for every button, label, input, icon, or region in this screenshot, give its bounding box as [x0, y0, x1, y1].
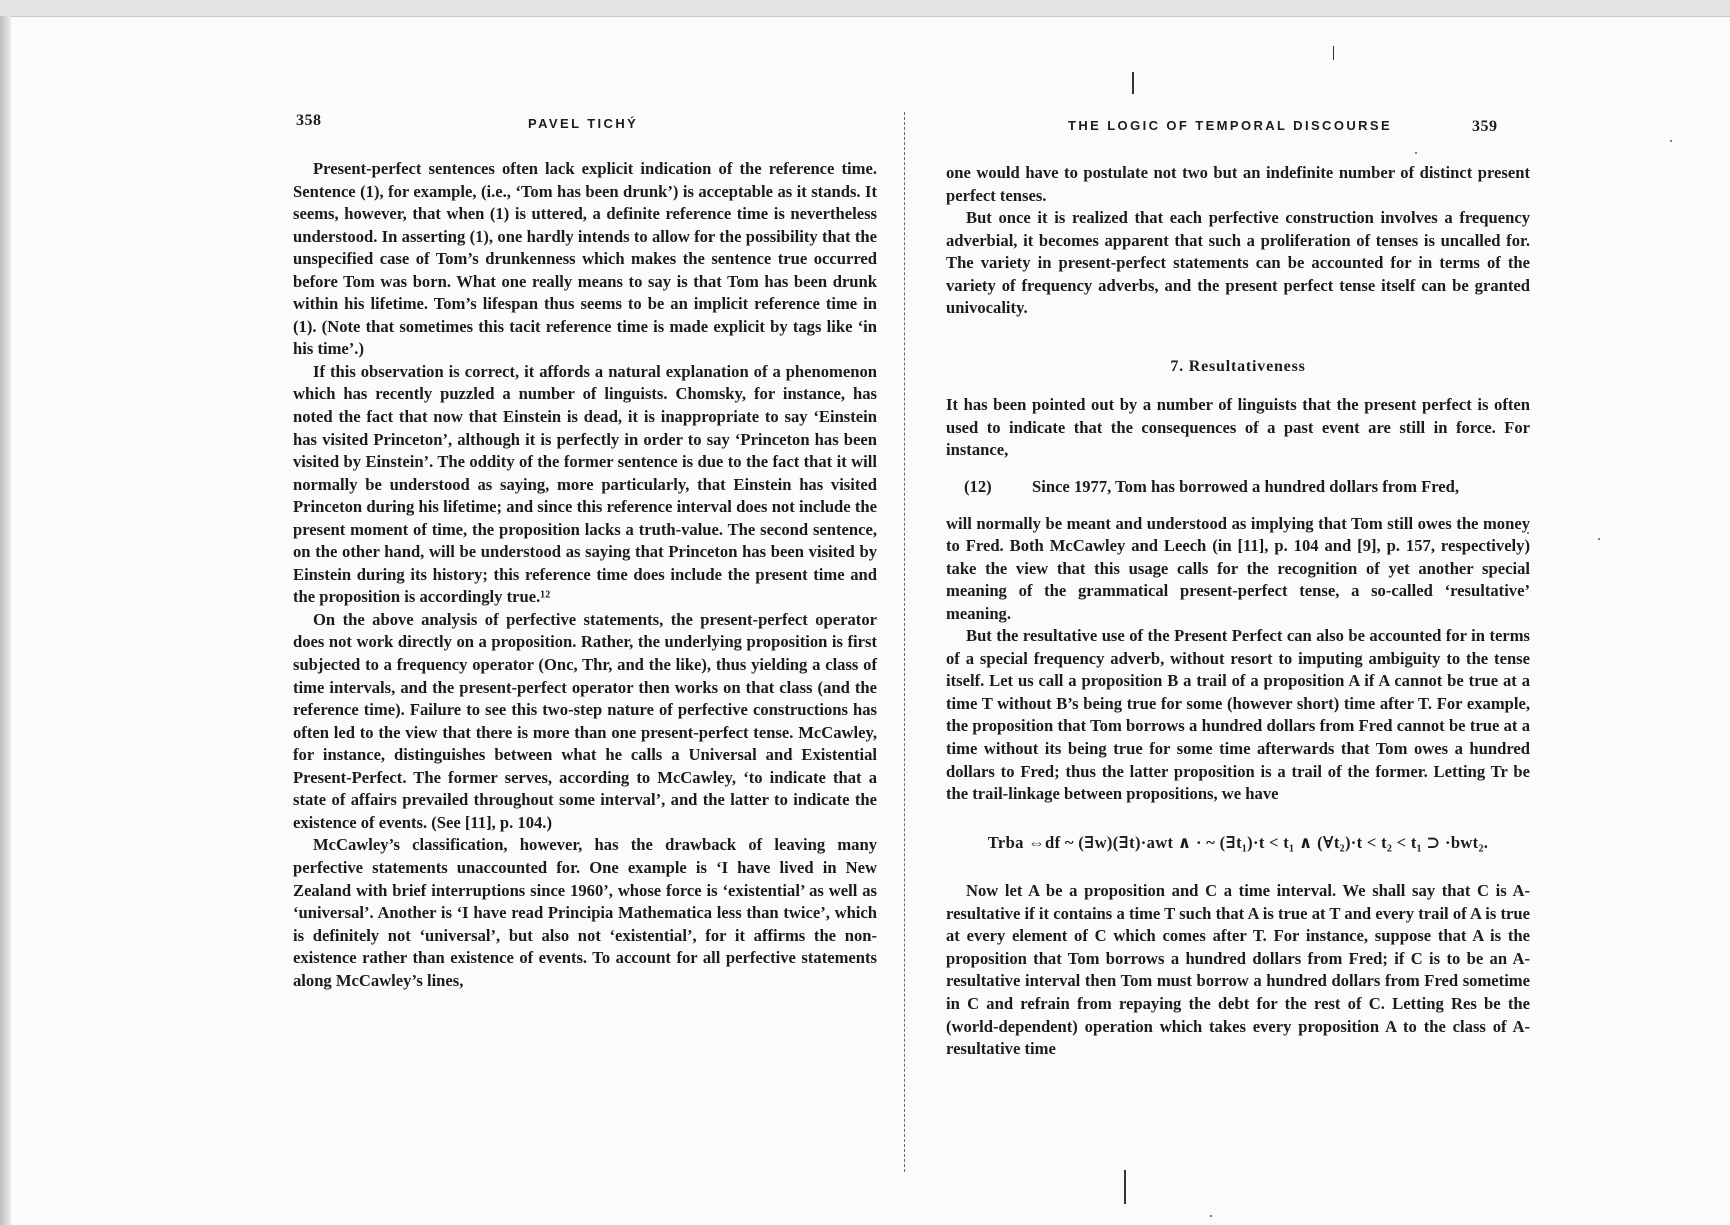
formula: Trba ⇔df ~ (∃w)(∃t)·awt ∧ · ~ (∃t₁)·t < t₁ ∧ (∀t₂)·t < t₂ < t₁ ⊃ ·bwt₂.: [987, 832, 1489, 852]
speck: [1598, 538, 1600, 540]
right-page-number: 359: [1472, 118, 1498, 135]
paragraph: will normally be meant and understood as implying that Tom still owes the money to Fred. Both McCawley and Leech (in [11], p. 104 and [9], p. 157, respectively) take the view that this usage calls for the recognition of yet another special meaning of the grammatical present-perfect tense, a so-called ‘resultative’ meaning.: [946, 513, 1530, 623]
speck: [1670, 140, 1672, 142]
paragraph: one would have to postulate not two but an indefinite number of distinct present perfect tenses.: [946, 163, 1530, 205]
scan-left-edge: [0, 16, 11, 1225]
paragraph: McCawley’s classification, however, has the drawback of leaving many perfective statements unaccounted for. One example is ‘I have lived in New Zealand with brief interruptions since 1960’, whose force is ‘existential’ as well as ‘universal’. Another is ‘I have read Principia Mathematica less than twice’, which is definitely not ‘universal’, but also not ‘existential’, for it affirms the non-existence rather than existence of events. To account for all perfective statements along McCawley’s lines,: [293, 835, 877, 990]
right-running-head: THE LOGIC OF TEMPORAL DISCOURSE: [1068, 118, 1393, 133]
paragraph: On the above analysis of perfective statements, the present-perfect operator does not work directly on a proposition. Rather, the underlying proposition is first subjected to a frequency operator (Onc, Thr, and the like), thus yielding a class of time intervals, and the present-perfect operator then works on that class (and the reference time). Failure to see this two-step nature of perfective constructions has often led to the view that there is more than one present-perfect tense. McCawley, for instance, distinguishes between what he calls a Universal and Existential Present-Perfect. The former serves, according to McCawley, ‘to indicate that a state of affairs prevailed throughout some interval’, and the latter to indicate the existence of events. (See [11], p. 104.): [293, 609, 877, 832]
paragraph: But the resultative use of the Present Perfect can also be accounted for in terms of a special frequency adverb, without resort to imputing ambiguity to the tense itself. Let us call a proposition B a trail of a proposition A if A cannot be true at a time T without B’s being true for some (however short) time after T. For example, the proposition that Tom borrows a hundred dollars from Fred cannot be true at a time without its being true for some time afterwards that Tom owes a hundred dollars to Fred; thus the latter proposition is a trail of the former. Letting Tr be the trail-linkage between propositions, we have: [946, 626, 1530, 804]
scan-mark-top: [1132, 72, 1134, 94]
left-page-body: [293, 158, 877, 992]
scan-mark-corner: [1333, 46, 1334, 60]
paragraph: It has been pointed out by a number of linguists that the present perfect is often used to indicate that the consequences of a past event are still in force. For instance,: [946, 395, 1530, 460]
left-page-number: 358: [296, 112, 322, 129]
paragraph: Present-perfect sentences often lack explicit indication of the reference time. Sentence (1), for example, (i.e., ‘Tom has been drunk’) is acceptable as it stands. It seems, however, that when (1) is uttered, a definite reference time is nevertheless understood. In asserting (1), one hardly intends to allow for the possibility that the unspecified case of Tom’s drunkenness which makes the sentence true occurred before Tom was born. What one really means to say is that Tom has been drunk within his lifetime. Tom’s lifespan thus seems to be an implicit reference time in (1). (Note that sometimes this tacit reference time is made explicit by tags like ‘in his time’.): [293, 159, 877, 359]
speck: [1210, 1215, 1212, 1217]
section-heading: 7. Resultativeness: [1170, 357, 1306, 375]
scan-mark-bottom: [1124, 1170, 1126, 1204]
example-number: (12): [964, 477, 992, 497]
paragraph: If this observation is correct, it affords a natural explanation of a phenomenon which has recently puzzled a number of linguists. Chomsky, for instance, has noted the fact that now that Einstein is dead, it is inappropriate to say ‘Einstein has visited Princeton’, although it is perfectly in order to say ‘Princeton has been visited by Einstein’. The oddity of the former sentence is due to the fact that it will normally be understood as saying, more particularly, that Einstein has visited Princeton during his lifetime; and since this reference interval does not include the present moment of time, the proposition lacks a truth-value. The second sentence, on the other hand, will be understood as saying that Princeton has been visited by Einstein during its history; this reference time does include the present time and the proposition is accordingly true.¹²: [293, 361, 877, 607]
speck: [1415, 152, 1417, 154]
example-text: Since 1977, Tom has borrowed a hundred dollars from Fred,: [1032, 477, 1460, 497]
paragraph: Now let A be a proposition and C a time interval. We shall say that C is A-resultative if it contains a time T such that A is true at T and every trail of A is true at every element of C which comes after T. For instance, suppose that A is the proposition that Tom borrows a hundred dollars from Fred; if C is to be an A-resultative interval then Tom must borrow a hundred dollars from Fred sometime in C and refrain from repaying the debt for the rest of C. Letting Res be the (world-dependent) operation which takes every proposition A to the class of A-resultative time: [946, 881, 1530, 1059]
gutter-line: [904, 112, 905, 1172]
right-page-body: [946, 162, 1530, 1061]
numbered-example: [946, 476, 1530, 499]
paragraph: But once it is realized that each perfective construction involves a frequency adverbial, it becomes apparent that such a proliferation of tenses is uncalled for. The variety in present-perfect statements can be accounted for in terms of the variety of frequency adverbs, and the present perfect tense itself can be granted univocality.: [946, 208, 1530, 318]
left-running-head: PAVEL TICHÝ: [528, 116, 639, 131]
